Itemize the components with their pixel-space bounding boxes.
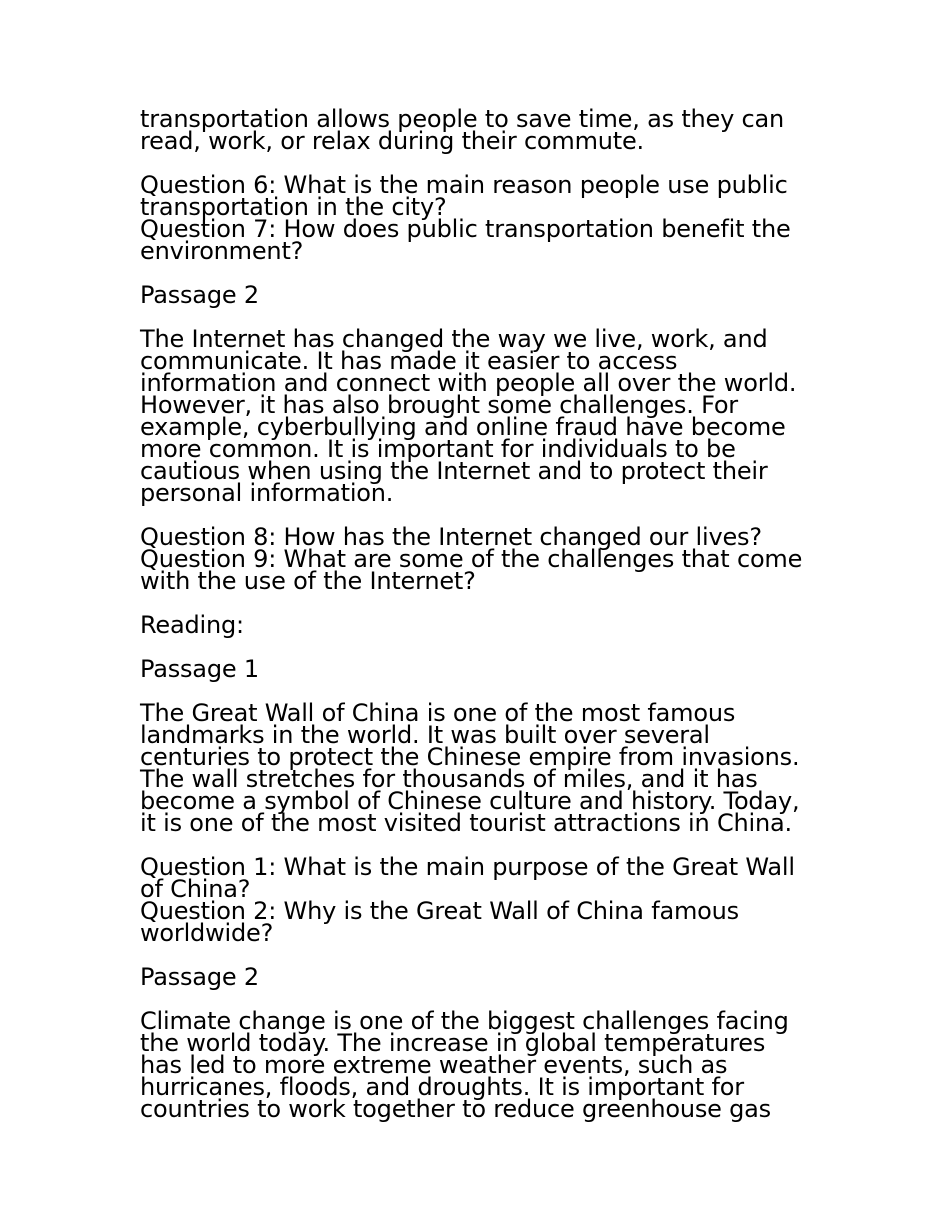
climate-change-passage: Climate change is one of the biggest challenges facing the world today. The increase in global temperatures has led to more extreme weather events, such as hurricanes, floods, and droughts. It is important for countries to work together to reduce greenhouse gas	[140, 1007, 789, 1123]
internet-passage: The Internet has changed the way we live, work, and communicate. It has made it easier to access information and connect with people all over the world. However, it has also brought some challenges. For example, cyberbullying and online fraud have become more common. It is important for individuals to be cautious when using the Internet and to protect their personal information.	[140, 325, 797, 507]
document-page	[140, 105, 820, 1142]
passage-1-heading: Passage 1	[140, 655, 259, 683]
question-group-8-9	[140, 523, 820, 595]
question-9: Question 9: What are some of the challenges that come with the use of the Internet?	[140, 545, 803, 595]
great-wall-passage: The Great Wall of China is one of the most famous landmarks in the world. It was built over several centuries to protect the Chinese empire from invasions. The wall stretches for thousands of miles, and it has become a symbol of Chinese culture and history. Today, it is one of the most visited tourist attractions in China.	[140, 699, 800, 837]
question-1: Question 1: What is the main purpose of the Great Wall of China?	[140, 853, 795, 903]
question-2: Question 2: Why is the Great Wall of China famous worldwide?	[140, 897, 739, 947]
question-8: Question 8: How has the Internet changed our lives?	[140, 523, 762, 551]
question-7: Question 7: How does public transportation benefit the environment?	[140, 215, 791, 265]
transportation-paragraph-end: transportation allows people to save time, as they can read, work, or relax during their commute.	[140, 105, 785, 155]
passage-2-heading: Passage 2	[140, 281, 259, 309]
passage-2-heading-second: Passage 2	[140, 963, 259, 991]
question-6: Question 6: What is the main reason people use public transportation in the city?	[140, 171, 788, 221]
question-group-6-7	[140, 171, 820, 265]
reading-heading: Reading:	[140, 611, 244, 639]
question-group-1-2	[140, 853, 820, 947]
